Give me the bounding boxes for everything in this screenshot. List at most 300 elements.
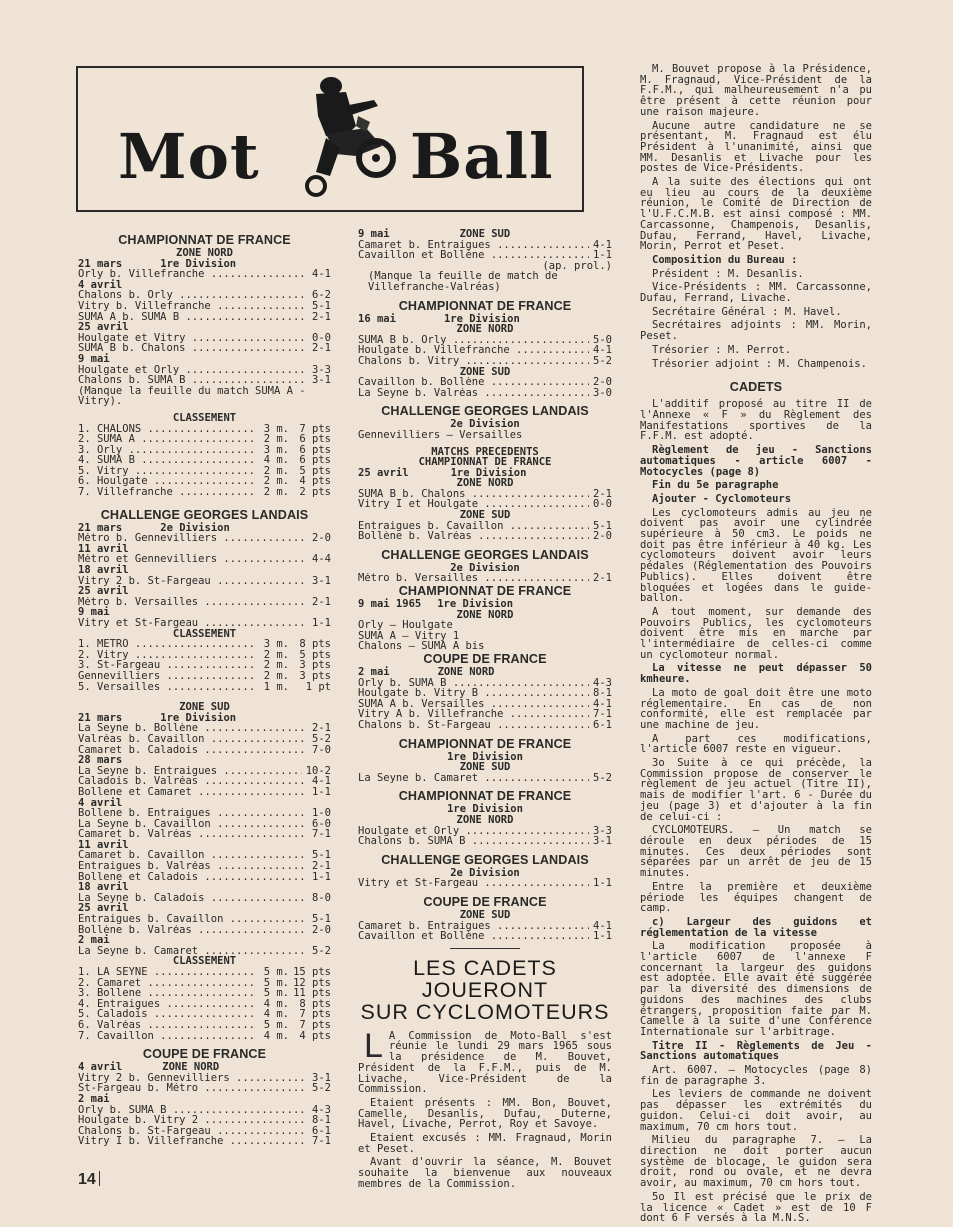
standings-row bbox=[78, 455, 331, 466]
team-name: 3. St-Fargeau ..... bbox=[78, 660, 255, 671]
article-paragraph: Trésorier : M. Perrot. bbox=[652, 343, 792, 356]
division-label: 1re Division bbox=[443, 312, 520, 325]
match-teams: Camaret b. Entraigues ..... bbox=[358, 921, 589, 932]
standings-row bbox=[78, 988, 331, 999]
standings-row bbox=[78, 671, 331, 682]
results-list bbox=[78, 808, 331, 840]
match-date: 11 avril bbox=[78, 838, 129, 851]
matches-played: 3 m. bbox=[263, 638, 289, 651]
result-row bbox=[78, 925, 331, 936]
points: 6 pts bbox=[299, 443, 331, 456]
zone-label: ZONE NORD bbox=[456, 608, 514, 621]
article-paragraph: Ajouter - Cyclomoteurs bbox=[652, 492, 792, 505]
match-score: 1-0 bbox=[312, 807, 331, 820]
team-name: 1. METRO ..... bbox=[78, 639, 255, 650]
section-subtitle: MATCHS PRECEDENTS bbox=[431, 445, 539, 458]
section-title: CHAMPIONNAT DE FRANCE bbox=[398, 298, 572, 313]
match-score: 8-1 bbox=[593, 687, 612, 700]
matches-played: 2 m. bbox=[263, 475, 289, 488]
match-teams: Vitry et St-Fargeau ..... bbox=[358, 878, 589, 889]
article-headline: LES CADETS JOUERONT bbox=[413, 955, 557, 1002]
match-line: Chalons — SUMA A bis bbox=[358, 640, 485, 653]
match-date: 4 avril bbox=[78, 278, 123, 291]
points: 7 pts bbox=[299, 422, 331, 435]
match-score: 2-1 bbox=[593, 572, 612, 585]
match-teams: Vitry I b. Villefranche ..... bbox=[78, 1136, 308, 1147]
matches-played: 5 m. bbox=[263, 987, 289, 1000]
header-title-right: Ball bbox=[409, 120, 554, 193]
match-score: 5-1 bbox=[312, 299, 331, 312]
match-date: 28 mars bbox=[78, 754, 123, 767]
match-score: 2-1 bbox=[312, 722, 331, 735]
division-label: 1re Division bbox=[447, 803, 523, 816]
match-teams: Métro et Gennevilliers ..... bbox=[78, 554, 308, 565]
match-score: 1-1 bbox=[312, 617, 331, 629]
match-teams: Houlgate b. Vitry 2 ..... bbox=[78, 1115, 308, 1126]
team-name: Gennevilliers ..... bbox=[78, 671, 255, 682]
match-date: 21 mars bbox=[78, 711, 123, 724]
team-name: 2. Camaret ..... bbox=[78, 978, 255, 989]
matches-played: 4 m. bbox=[263, 454, 289, 467]
match-teams: Vitry 2 b. St-Fargeau ..... bbox=[78, 576, 308, 587]
match-line: Orly — Houlgate bbox=[358, 619, 453, 632]
points: 3 pts bbox=[299, 659, 331, 672]
result-row bbox=[358, 699, 612, 710]
division-label: 1re Division bbox=[447, 750, 523, 763]
match-teams: Houlgate et Orly ..... bbox=[78, 365, 308, 376]
team-name: 1. LA SEYNE ..... bbox=[78, 967, 255, 978]
article-paragraph: L'additif proposé au titre II de l'Annexe « F » du Règlement des Manifestations sportives de la F.F.M. est adopté. bbox=[640, 398, 872, 443]
match-teams: SUMA B b. Chalons ..... bbox=[358, 489, 589, 500]
matches-played: 2 m. bbox=[263, 648, 289, 661]
article-headline: SUR CYCLOMOTEURS bbox=[360, 999, 610, 1024]
match-teams: Orly b. SUMA B ..... bbox=[358, 678, 589, 689]
article-paragraph: Milieu du paragraphe 7. — La direction ne doit porter aucun système de blocage, le guidon sera droit, rond ou ovale, et ne devra avoir, au maximum, 70 cm hors tout. bbox=[640, 1134, 872, 1190]
article-paragraph: Secrétaire Général : M. Havel. bbox=[652, 305, 842, 318]
match-teams: Camaret b. Cavaillon ..... bbox=[78, 850, 308, 861]
match-teams: La Seyne b. Valréas ..... bbox=[358, 388, 589, 399]
result-row bbox=[78, 1073, 331, 1084]
standings-table bbox=[78, 639, 331, 692]
result-row bbox=[78, 723, 331, 734]
standings-row bbox=[78, 487, 331, 498]
match-teams: Métro b. Versailles ..... bbox=[78, 597, 308, 608]
results-list bbox=[78, 850, 331, 882]
match-score: 0-0 bbox=[312, 331, 331, 344]
article-paragraph: Avant d'ouvrir la séance, M. Bouvet souhaite la bienvenue aux nouveaux membres de la Commission. bbox=[358, 1156, 612, 1190]
match-score: 1-1 bbox=[312, 785, 331, 798]
result-row bbox=[358, 531, 612, 542]
team-name: 3. Bollene ..... bbox=[78, 988, 255, 999]
match-score: 3-1 bbox=[312, 374, 331, 387]
results-list bbox=[78, 597, 331, 608]
match-teams: La Seyne b. Cavaillon ..... bbox=[78, 819, 308, 830]
division-label: 1re Division bbox=[160, 711, 237, 724]
match-date: 4 avril bbox=[78, 1061, 123, 1074]
match-teams: Chalons b. St-Fargeau ..... bbox=[78, 1126, 308, 1137]
results-list bbox=[358, 377, 612, 398]
section-title: CADETS bbox=[729, 380, 783, 395]
matches-played: 4 m. bbox=[263, 997, 289, 1010]
division-label: 2e Division bbox=[450, 418, 520, 431]
match-teams: Métro b. Gennevilliers ..... bbox=[78, 533, 308, 544]
match-date: 9 mai 1965 bbox=[358, 598, 422, 611]
division-label: 1re Division bbox=[160, 257, 237, 270]
standings-table bbox=[78, 424, 331, 498]
match-score: 2-1 bbox=[312, 595, 331, 608]
team-name: 7. Villefranche ..... bbox=[78, 487, 255, 498]
match-score: 4-3 bbox=[593, 676, 612, 689]
results-list bbox=[358, 240, 612, 261]
drop-cap: L bbox=[364, 1026, 383, 1065]
date-division-line bbox=[78, 713, 331, 724]
result-row bbox=[78, 914, 331, 925]
match-date: 25 avril bbox=[78, 902, 129, 915]
moto-ball-header bbox=[76, 66, 584, 212]
match-score: 2-1 bbox=[312, 310, 331, 323]
matches-played: 3 m. bbox=[263, 443, 289, 456]
standings-row bbox=[78, 967, 331, 978]
article-paragraph: Fin du 5e paragraphe bbox=[652, 479, 779, 492]
standings-row bbox=[78, 424, 331, 435]
match-date: 21 mars bbox=[78, 521, 123, 534]
match-teams: Chalons b. Vitry ..... bbox=[358, 356, 589, 367]
result-row bbox=[78, 808, 331, 819]
result-row bbox=[78, 597, 331, 608]
match-score: 7-1 bbox=[593, 708, 612, 721]
section-title: COUPE DE FRANCE bbox=[423, 894, 547, 909]
points: 8 pts bbox=[299, 997, 331, 1010]
match-score: 7-0 bbox=[312, 743, 331, 756]
result-row bbox=[78, 1105, 331, 1116]
match-teams: Valréas b. Cavaillon ..... bbox=[78, 734, 308, 745]
team-name: 6. Valréas ..... bbox=[78, 1020, 255, 1031]
result-row bbox=[358, 709, 612, 720]
result-row bbox=[78, 301, 331, 312]
team-name: 5. Vitry ..... bbox=[78, 466, 255, 477]
match-note: (ap. prol.) bbox=[542, 259, 612, 272]
result-row bbox=[358, 678, 612, 689]
match-score: 4-1 bbox=[593, 238, 612, 251]
match-teams: La Seyne b. Camaret ..... bbox=[358, 773, 589, 784]
match-score: 4-1 bbox=[312, 775, 331, 788]
match-score: 3-1 bbox=[312, 1071, 331, 1084]
standings-title: CLASSEMENT bbox=[172, 955, 237, 968]
match-teams: Vitry b. Villefranche ..... bbox=[78, 301, 308, 312]
matches-played: 2 m. bbox=[263, 669, 289, 682]
points: 4 pts bbox=[299, 475, 331, 488]
zone-label: ZONE NORD bbox=[437, 666, 495, 678]
match-score: 5-2 bbox=[593, 771, 612, 784]
results-list bbox=[358, 921, 612, 942]
points: 12 pts bbox=[293, 976, 331, 989]
match-score: 1-1 bbox=[593, 249, 612, 262]
article-paragraph: Les leviers de commande ne doivent pas dépasser les extrémités du guidon. Celui-ci doit avoir, au maximum, 70 cm hors tout. bbox=[640, 1088, 872, 1133]
results-list bbox=[358, 773, 612, 784]
match-score: 4-1 bbox=[593, 344, 612, 357]
results-list bbox=[358, 521, 612, 542]
results-list bbox=[358, 826, 612, 847]
match-score: 7-1 bbox=[312, 1135, 331, 1148]
date-zone-line bbox=[78, 1062, 331, 1073]
standings-row bbox=[78, 466, 331, 477]
result-row bbox=[358, 521, 612, 532]
match-score: 5-0 bbox=[593, 333, 612, 346]
match-score: 6-2 bbox=[312, 289, 331, 302]
team-name: 5. Versailles ..... bbox=[78, 682, 255, 693]
points: 5 pts bbox=[299, 464, 331, 477]
section-title: CHAMPIONNAT DE FRANCE bbox=[398, 789, 572, 804]
results-list bbox=[78, 914, 331, 935]
team-name: 5. Caladois ..... bbox=[78, 1009, 255, 1020]
article-paragraph: Président : M. Desanlis. bbox=[652, 267, 804, 280]
article-paragraph: Vice-Présidents : MM. Carcassonne, Dufau, Ferrand, Livache. bbox=[640, 281, 872, 305]
match-teams: Orly b. Villefranche ..... bbox=[78, 269, 308, 280]
match-teams: Vitry A b. Villefranche ..... bbox=[358, 709, 589, 720]
result-row bbox=[358, 931, 612, 942]
article-paragraph: La modification proposée à l'article 6007 de l'annexe F concernant la largeur des guidons est adoptée. Elle avait été suggérée par la diversité des dimensions de guidons des machines des clubs étrangers, proposition faite par M. Camelle à la suite d'une Conférence Internationale sur l'arbitrage. bbox=[640, 940, 872, 1038]
division-label: 2e Division bbox=[160, 521, 230, 534]
match-score: 6-0 bbox=[312, 817, 331, 830]
team-name: 7. Cavaillon ..... bbox=[78, 1031, 255, 1042]
matches-played: 2 m. bbox=[263, 433, 289, 446]
article-paragraph: Etaient présents : MM. Bon, Bouvet, Camelle, Desanlis, Dufau, Duterne, Havel, Livache, Perrot, Roy et Savoye. bbox=[358, 1096, 612, 1131]
match-score: 8-1 bbox=[312, 1114, 331, 1127]
results-list bbox=[358, 335, 612, 367]
match-teams: Cavaillon b. Bollène ..... bbox=[358, 377, 589, 388]
match-date: 18 avril bbox=[78, 564, 129, 577]
result-row bbox=[78, 1083, 331, 1094]
match-teams: La Seyne b. Camaret ..... bbox=[78, 946, 308, 957]
results-list bbox=[358, 878, 612, 889]
match-note: (Manque la feuille de match de Villefranche-Valréas) bbox=[368, 270, 558, 293]
article-paragraph: Les cyclomoteurs admis au jeu ne doivent pas avoir une cylindrée supérieure à 50 cm3. Le poids ne doit pas être inférieur à 40 kg. Les cyclomoteurs doivent avoir leurs pédales (Réglementation des Pouvoirs Publics). Elles doivent être bloquées et logées dans le guide-ballon. bbox=[640, 506, 872, 605]
points: 4 pts bbox=[299, 1029, 331, 1042]
article-paragraph: M. Bouvet propose à la Présidence, M. Fragnaud, Vice-Président de la F.F.M., qui malheureusement n'a pu être présent à cette réunion pour une raison majeure. bbox=[640, 63, 872, 118]
article-paragraph: Art. 6007. — Motocycles (page 8) fin de paragraphe 3. bbox=[640, 1064, 872, 1087]
match-teams: SUMA B b. Orly ..... bbox=[358, 335, 589, 346]
match-score: 4-1 bbox=[312, 268, 331, 281]
section-title: CHALLENGE GEORGES LANDAIS bbox=[381, 852, 589, 867]
match-score: 2-0 bbox=[593, 376, 612, 389]
results-list bbox=[78, 365, 331, 386]
article-paragraph: c) Largeur des guidons et réglementation de la vitesse bbox=[640, 915, 872, 939]
match-score: 7-1 bbox=[312, 828, 331, 841]
results-list bbox=[78, 333, 331, 354]
result-row bbox=[78, 1136, 331, 1147]
match-teams: SUMA A b. Versailles ..... bbox=[358, 699, 589, 710]
zone-label: ZONE SUD bbox=[459, 908, 511, 921]
result-row bbox=[358, 773, 612, 784]
article-paragraph: A part ces modifications, l'article 6007 reste en vigueur. bbox=[640, 732, 872, 756]
match-teams: Chalons b. Orly ..... bbox=[78, 290, 308, 301]
match-teams: SUMA B b. Chalons ..... bbox=[78, 343, 308, 354]
match-teams: La Seyne b. Caladois ..... bbox=[78, 893, 308, 904]
results-column-1 bbox=[78, 233, 331, 1147]
match-date: 2 mai bbox=[78, 934, 110, 947]
standings-row bbox=[78, 650, 331, 661]
standings-row bbox=[78, 445, 331, 456]
standings-title: CLASSEMENT bbox=[172, 627, 237, 640]
match-note: (Manque la feuille du match SUMA A - Vitry). bbox=[78, 384, 306, 408]
matches-played: 4 m. bbox=[263, 1029, 289, 1042]
match-score: 4-1 bbox=[593, 919, 612, 932]
article-paragraph: A la suite des élections qui ont eu lieu au cours de la deuxième réunion, le Comité de Direction de l'U.F.C.M.B. est ainsi composé : MM. Carcassonne, Champenois, Desanlis, Dufau, Ferrand, Havel, Livache, Morin, Perrot et Peset. bbox=[640, 176, 872, 253]
points: 2 pts bbox=[299, 486, 331, 499]
match-teams: Camaret b. Valréas ..... bbox=[78, 829, 308, 840]
header-title-left: Mot bbox=[118, 120, 260, 193]
match-teams: Camaret b. Entraigues ..... bbox=[358, 240, 589, 251]
points: 8 pts bbox=[299, 638, 331, 651]
match-line: SUMA A — Vitry 1 bbox=[358, 629, 460, 642]
zone-label: ZONE NORD bbox=[456, 323, 514, 336]
team-name: 3. Orly ..... bbox=[78, 445, 255, 456]
result-row bbox=[358, 878, 612, 889]
match-score: 6-1 bbox=[593, 718, 612, 731]
result-row bbox=[78, 290, 331, 301]
match-score: 6-1 bbox=[312, 1124, 331, 1137]
results-list bbox=[78, 290, 331, 322]
match-date: 9 mai bbox=[78, 352, 110, 365]
result-row bbox=[78, 333, 331, 344]
match-score: 4-3 bbox=[312, 1103, 331, 1116]
match-score: 1-1 bbox=[593, 877, 612, 890]
result-row bbox=[358, 836, 612, 847]
match-date: 16 mai bbox=[358, 312, 396, 325]
result-row bbox=[78, 1115, 331, 1126]
date-zone-line bbox=[358, 667, 612, 678]
page-number: 14 bbox=[78, 1171, 100, 1189]
article-paragraph: Entre la première et deuxième période les équipes changent de camp. bbox=[640, 880, 872, 915]
article-text: A Commission de Moto-Ball s'est réunie le lundi 29 mars 1965 sous la présidence de M. Bouvet, Président de la F.F.M., puis de M. Livache, Vice-Président de la Commission. bbox=[358, 1029, 612, 1096]
match-date: 4 avril bbox=[78, 796, 123, 809]
result-row bbox=[78, 734, 331, 745]
match-teams: Houlgate et Orly ..... bbox=[358, 826, 589, 837]
zone-label: ZONE SUD bbox=[459, 365, 511, 378]
match-date: 18 avril bbox=[78, 881, 129, 894]
result-row bbox=[358, 921, 612, 932]
matches-played: 4 m. bbox=[263, 1008, 289, 1021]
article-column-3 bbox=[640, 64, 872, 1227]
result-row bbox=[78, 776, 331, 787]
points: 6 pts bbox=[299, 433, 331, 446]
match-teams: Bollene et Caladois ..... bbox=[78, 872, 308, 883]
result-row bbox=[358, 345, 612, 356]
match-teams: Cavaillon et Bollène ..... bbox=[358, 931, 589, 942]
article-paragraph bbox=[358, 1026, 612, 1096]
article-paragraph: Etaient excusés : MM. Fragnaud, Morin et Peset. bbox=[358, 1132, 612, 1155]
points: 7 pts bbox=[299, 1008, 331, 1021]
match-teams: Chalons b. SUMA B ..... bbox=[78, 375, 308, 386]
division-label: 1re Division bbox=[437, 598, 514, 611]
article-paragraph: A tout moment, sur demande des Pouvoirs Publics, les cyclomoteurs doivent être mis en marche par l'intermédiaire de celles-ci comme un cyclomoteur normal. bbox=[640, 605, 872, 661]
section-title: COUPE DE FRANCE bbox=[423, 652, 547, 666]
match-score: 2-1 bbox=[312, 860, 331, 873]
matches-played: 3 m. bbox=[263, 422, 289, 435]
header-title bbox=[118, 120, 554, 193]
section-title: CHALLENGE GEORGES LANDAIS bbox=[100, 507, 309, 522]
match-teams: St-Fargeau b. Métro ..... bbox=[78, 1083, 308, 1094]
points: 7 pts bbox=[299, 1018, 331, 1031]
zone-label: ZONE SUD bbox=[459, 228, 511, 240]
article-paragraph: Composition du Bureau : bbox=[652, 253, 798, 266]
standings-row bbox=[78, 434, 331, 445]
match-teams: La Seyne b. Bollène ..... bbox=[78, 723, 308, 734]
section-title: COUPE DE FRANCE bbox=[142, 1047, 267, 1062]
matches-played: 5 m. bbox=[263, 1018, 289, 1031]
team-name: 2. Vitry ..... bbox=[78, 650, 255, 661]
date-division-line bbox=[78, 523, 331, 534]
match-date: 2 mai bbox=[358, 666, 390, 678]
match-teams: Bollene et Camaret ..... bbox=[78, 787, 308, 798]
matches-played: 2 m. bbox=[263, 659, 289, 672]
match-score: 10-2 bbox=[305, 764, 331, 777]
match-date: 11 avril bbox=[78, 542, 129, 555]
match-score: 3-0 bbox=[593, 386, 612, 399]
match-score: 5-1 bbox=[312, 913, 331, 926]
article-paragraph: 5o Il est précisé que le prix de la licence « Cadet » est de 10 F dont 6 F versés à la M.N.S. bbox=[640, 1190, 872, 1225]
matches-played: 5 m. bbox=[263, 966, 289, 978]
match-date: 25 avril bbox=[78, 321, 129, 334]
zone-label: ZONE NORD bbox=[456, 477, 514, 490]
match-teams: Vitry 2 b. Gennevilliers ..... bbox=[78, 1073, 308, 1084]
zone-label: ZONE NORD bbox=[162, 1061, 220, 1074]
match-score: 2-0 bbox=[593, 530, 612, 543]
match-teams: Entraigues b. Cavaillon ..... bbox=[358, 521, 589, 532]
match-score: 5-1 bbox=[593, 519, 612, 532]
results-list bbox=[358, 489, 612, 510]
match-date: 25 avril bbox=[358, 466, 409, 479]
result-row bbox=[358, 826, 612, 837]
match-score: 2-0 bbox=[312, 923, 331, 936]
section-title: CHALLENGE GEORGES LANDAIS bbox=[381, 404, 589, 419]
section-title: CHAMPIONNAT DE FRANCE bbox=[398, 736, 572, 751]
standings-title: CLASSEMENT bbox=[172, 411, 237, 424]
match-teams: Orly b. SUMA B ..... bbox=[78, 1105, 308, 1116]
results-list bbox=[78, 1105, 331, 1147]
division-label: 2e Division bbox=[450, 561, 520, 574]
match-score: 5-2 bbox=[593, 354, 612, 367]
match-score: 3-1 bbox=[312, 574, 331, 587]
result-row bbox=[78, 819, 331, 830]
match-teams: Vitry I et Houlgate ..... bbox=[358, 499, 589, 510]
match-score: 3-1 bbox=[593, 835, 612, 848]
zone-label: ZONE SUD bbox=[459, 761, 511, 774]
division-label: 1re Division bbox=[450, 466, 527, 479]
team-name: 4. SUMA B ..... bbox=[78, 455, 255, 466]
result-row bbox=[78, 365, 331, 376]
article-paragraph: Secrétaires adjoints : MM. Morin, Peset. bbox=[640, 319, 872, 343]
points: 5 pts bbox=[299, 648, 331, 661]
match-score: 4-4 bbox=[312, 553, 331, 566]
standings-row bbox=[78, 639, 331, 650]
match-score: 5-2 bbox=[312, 944, 331, 957]
section-title: CHAMPIONNAT DE FRANCE bbox=[118, 233, 291, 247]
date-division-line bbox=[78, 259, 331, 270]
result-row bbox=[358, 688, 612, 699]
zone-label: ZONE SUD bbox=[459, 509, 511, 522]
article-paragraph: Trésorier adjoint : M. Champenois. bbox=[652, 357, 867, 370]
results-list bbox=[358, 678, 612, 731]
results-column-2 bbox=[358, 229, 612, 1193]
team-name: 1. CHALONS ..... bbox=[78, 424, 255, 435]
result-row bbox=[78, 618, 331, 629]
match-score: 5-1 bbox=[312, 849, 331, 862]
match-teams: Vitry et St-Fargeau ..... bbox=[78, 618, 308, 629]
match-teams: Bollène b. Valréas ..... bbox=[78, 925, 308, 936]
section-subtitle: CHAMPIONNAT DE FRANCE bbox=[418, 456, 552, 469]
article-paragraph: Aucune autre candidature ne se présentant, M. Fragnaud est élu Président à l'unanimité, ainsi que MM. Desanlis et Livache pour les postes de Vice-Présidents. bbox=[640, 119, 872, 175]
